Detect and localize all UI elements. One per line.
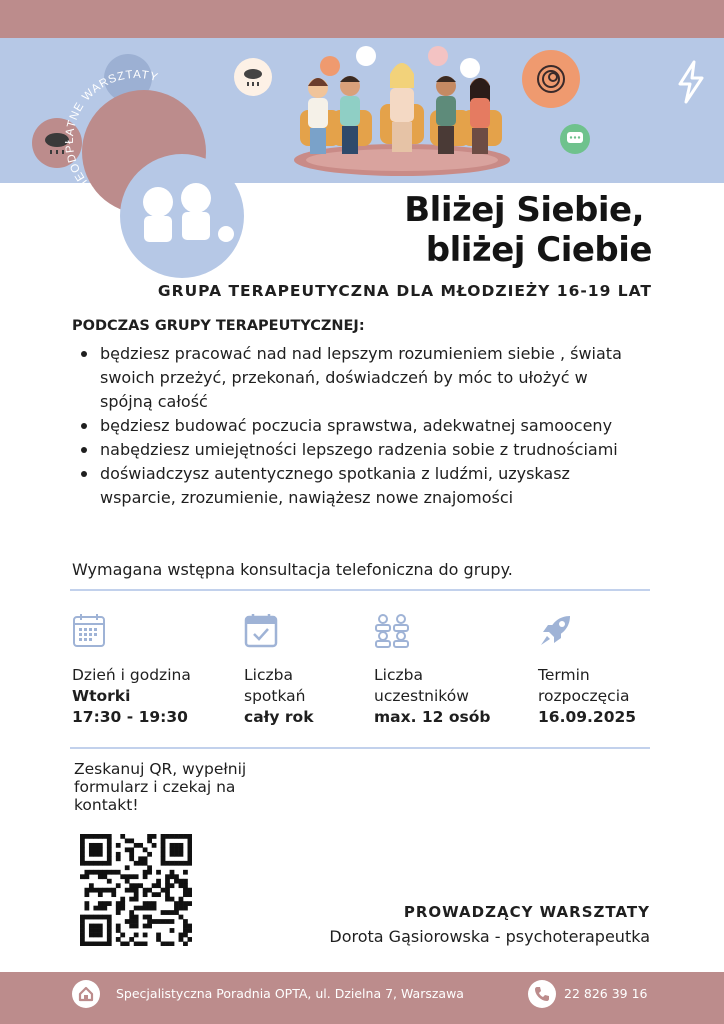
leader-name: Dorota Gąsiorowska - psychoterapeutka xyxy=(329,927,650,946)
info-participants xyxy=(374,665,504,728)
list-item: będziesz pracować nad nad lepszym rozumieniem siebie , świata swoich przeżyć, przekonań, doświadczeń by móc to ułożyć w spójną całość xyxy=(78,342,638,414)
free-workshops-badge xyxy=(54,62,254,266)
hero-banner xyxy=(0,38,724,195)
list-item: doświadczysz autentycznego spotkania z ludźmi, uzyskasz wsparcie, zrozumienie, nawiążesz nowe znajomości xyxy=(78,462,638,510)
divider xyxy=(70,747,650,749)
info-label: Liczba spotkań xyxy=(244,666,306,705)
info-label: Dzień i godzina xyxy=(72,666,191,684)
qr-instruction: Zeskanuj QR, wypełnij formularz i czekaj na kontakt! xyxy=(74,760,247,814)
footer-bar xyxy=(0,972,724,1024)
info-value: max. 12 osób xyxy=(374,708,491,726)
qr-code[interactable] xyxy=(80,834,192,950)
scribble-icon xyxy=(522,50,580,108)
top-bar xyxy=(0,0,724,38)
footer-phone: 22 826 39 16 xyxy=(564,986,648,1001)
info-value: cały rok xyxy=(244,708,314,726)
therapy-group-illustration xyxy=(294,44,510,182)
badge-text: NIEODPŁATNE WARSZTATY xyxy=(63,68,160,195)
info-start-date xyxy=(538,665,658,728)
footer-address: Specjalistyczna Poradnia OPTA, ul. Dzielna 7, Warszawa xyxy=(116,986,464,1001)
chat-bubble-icon xyxy=(560,124,590,154)
divider xyxy=(70,589,650,591)
subtitle: GRUPA TERAPEUTYCZNA DLA MŁODZIEŻY 16-19 LAT xyxy=(157,282,652,300)
page-title-line-1: Bliżej Siebie, xyxy=(404,190,644,230)
info-label: Liczba uczestników xyxy=(374,666,469,705)
info-value: 16.09.2025 xyxy=(538,708,637,726)
home-icon xyxy=(72,980,100,1008)
leader-heading: PROWADZĄCY WARSZTATY xyxy=(403,903,650,921)
requirement-note: Wymagana wstępna konsultacja telefoniczna do grupy. xyxy=(72,560,513,579)
lightning-icon xyxy=(674,60,708,108)
phone-icon xyxy=(528,980,556,1008)
rocket-icon xyxy=(538,612,574,652)
info-value: 17:30 - 19:30 xyxy=(72,708,188,726)
calendar-check-icon xyxy=(244,612,278,652)
info-day-time xyxy=(72,665,191,728)
list-item: będziesz budować poczucia sprawstwa, adekwatnej samooceny xyxy=(78,414,638,438)
info-meetings xyxy=(244,665,334,728)
group-icon xyxy=(374,612,410,652)
during-heading: PODCZAS GRUPY TERAPEUTYCZNEJ: xyxy=(72,318,365,334)
page-title-line-2: bliżej Ciebie xyxy=(425,230,652,270)
info-label: Termin rozpoczęcia xyxy=(538,666,630,705)
list-item: nabędziesz umiejętności lepszego radzenia sobie z trudnościami xyxy=(78,438,638,462)
info-value: Wtorki xyxy=(72,687,131,705)
benefits-list xyxy=(78,342,638,510)
calendar-grid-icon xyxy=(72,612,106,652)
